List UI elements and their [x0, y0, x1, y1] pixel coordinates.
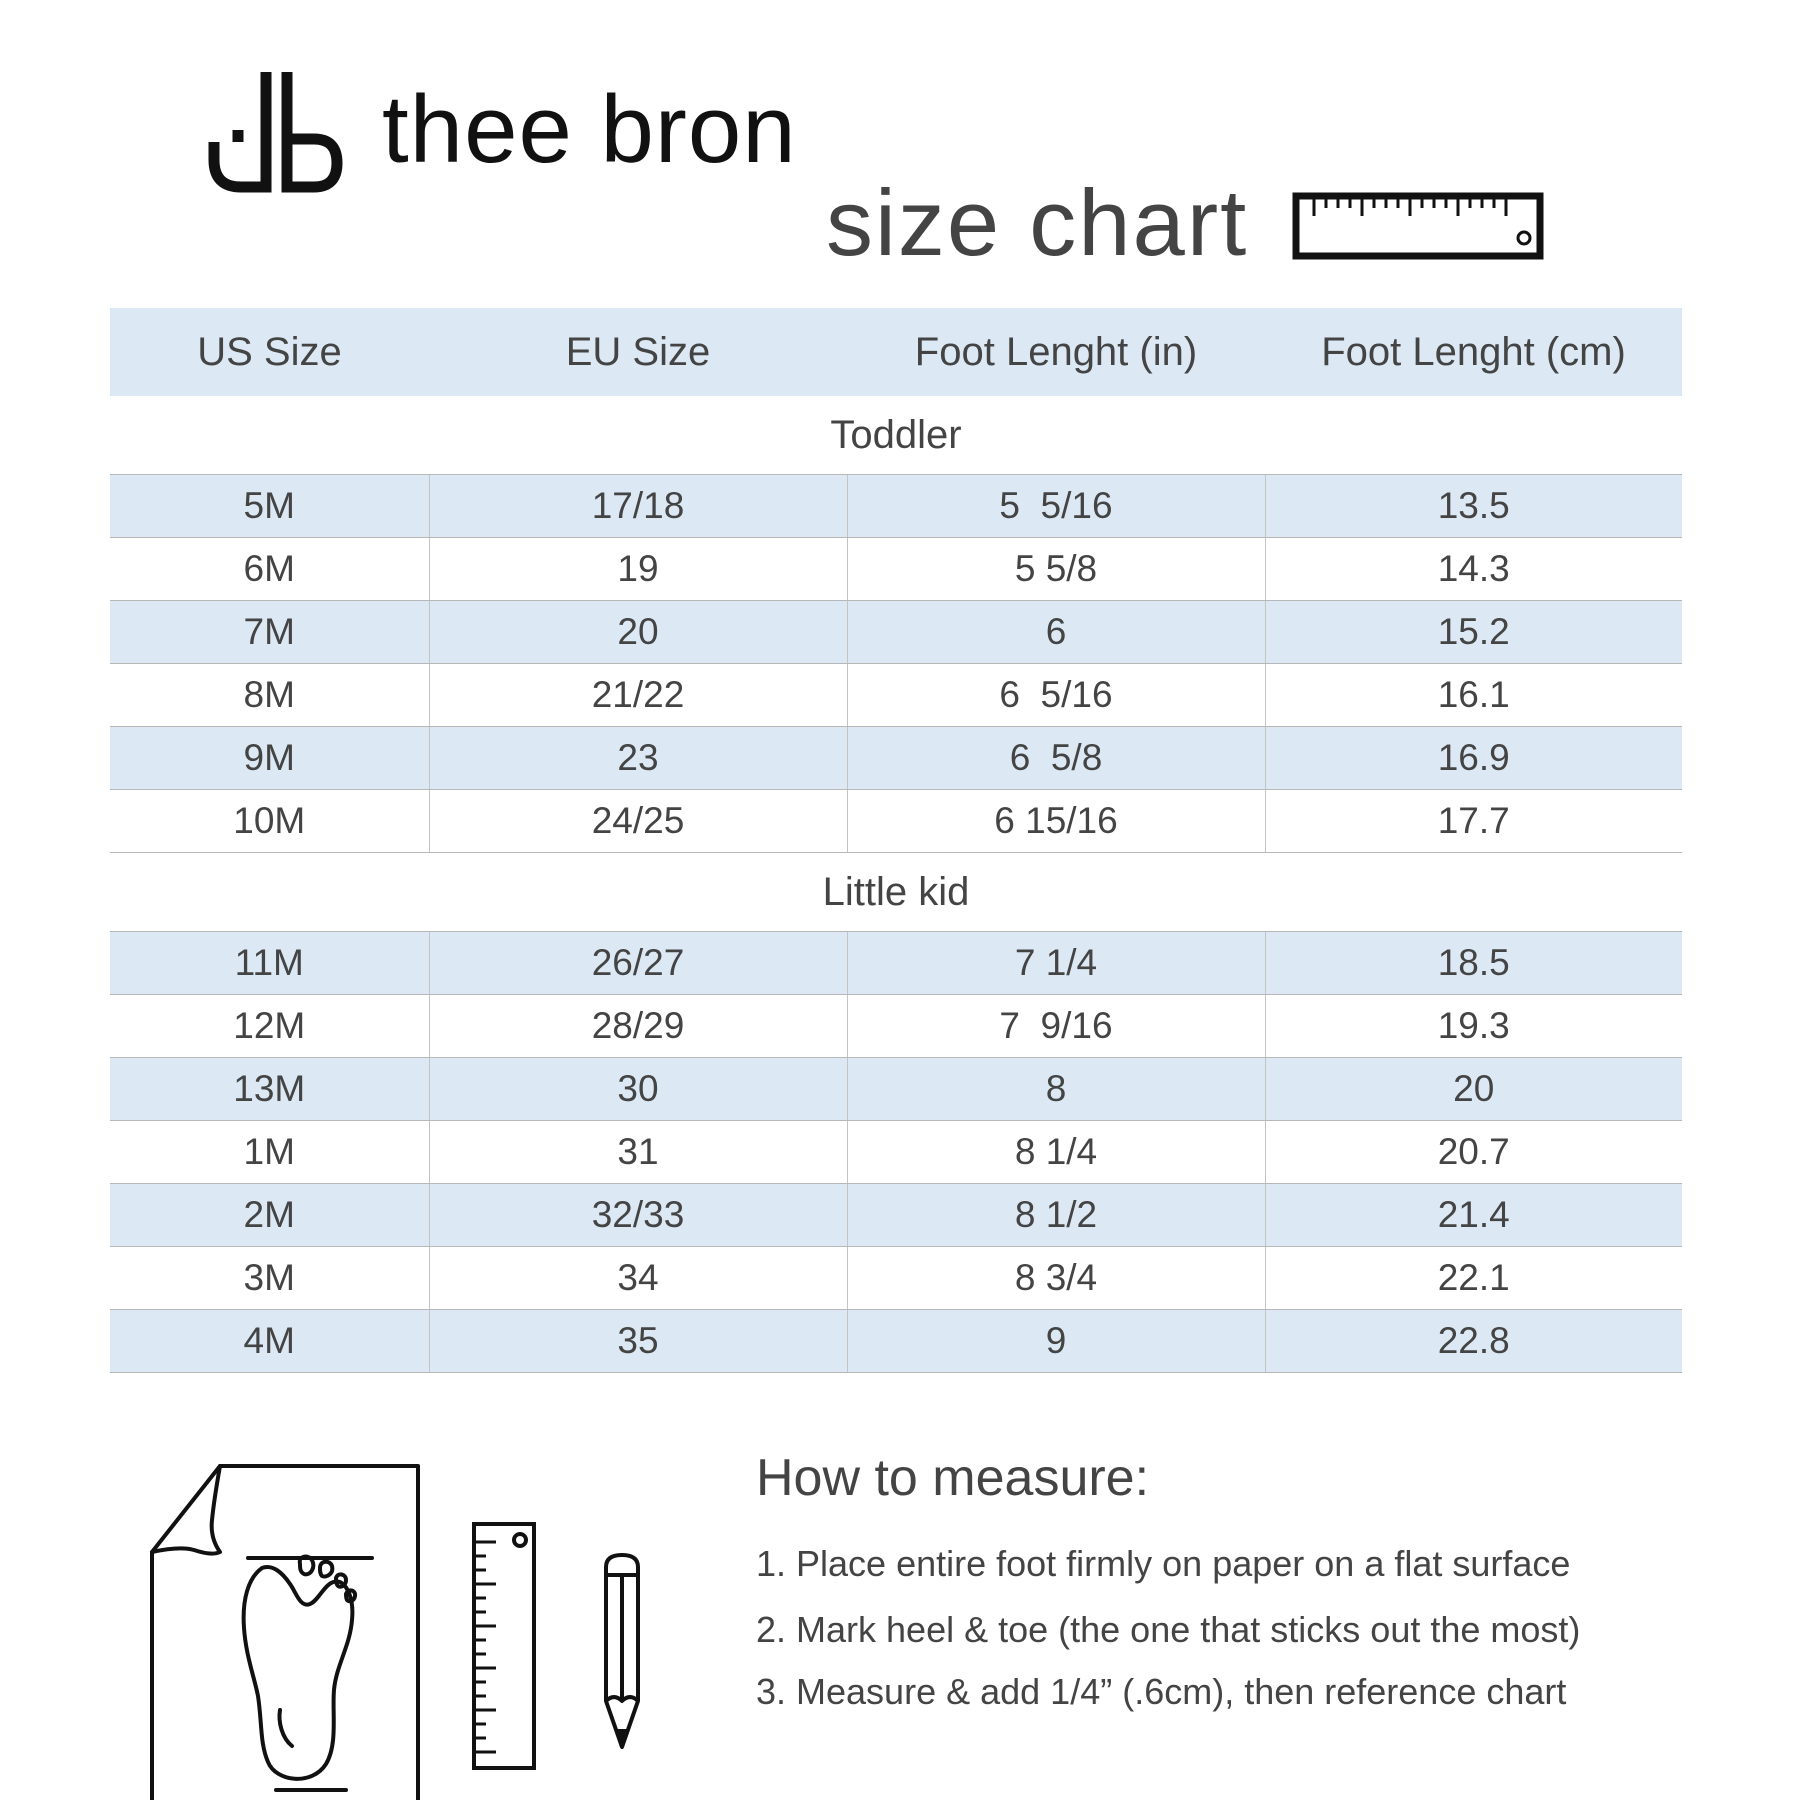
brand-logo-icon — [208, 72, 343, 197]
cell-foot-length-in: 6 5/16 — [847, 664, 1265, 727]
cell-foot-length-in: 8 1/4 — [847, 1121, 1265, 1184]
cell-foot-length-cm: 18.5 — [1265, 932, 1682, 995]
header-us-size: US Size — [110, 308, 429, 396]
cell-us-size: 9M — [110, 727, 429, 790]
cell-us-size: 11M — [110, 932, 429, 995]
cell-foot-length-in: 6 — [847, 601, 1265, 664]
cell-eu-size: 28/29 — [429, 995, 847, 1058]
cell-foot-length-in: 5 5/16 — [847, 475, 1265, 538]
cell-foot-length-cm: 15.2 — [1265, 601, 1682, 664]
cell-eu-size: 23 — [429, 727, 847, 790]
table-header — [110, 308, 1682, 396]
brand-name: thee bron — [382, 76, 797, 183]
cell-foot-length-cm: 13.5 — [1265, 475, 1682, 538]
cell-us-size: 5M — [110, 475, 429, 538]
size-table — [110, 308, 1682, 1373]
paper-foot-icon — [150, 1460, 430, 1800]
cell-us-size: 3M — [110, 1247, 429, 1310]
cell-us-size: 4M — [110, 1310, 429, 1373]
measure-step: 1. Place entire foot firmly on paper on a flat surface — [756, 1543, 1571, 1584]
table-row — [110, 790, 1682, 853]
cell-foot-length-in: 9 — [847, 1310, 1265, 1373]
ruler-illustration-icon — [472, 1522, 538, 1772]
cell-eu-size: 24/25 — [429, 790, 847, 853]
cell-us-size: 1M — [110, 1121, 429, 1184]
cell-foot-length-cm: 21.4 — [1265, 1184, 1682, 1247]
table-row — [110, 727, 1682, 790]
section-label: Little kid — [110, 853, 1682, 932]
table-row — [110, 475, 1682, 538]
cell-us-size: 10M — [110, 790, 429, 853]
cell-foot-length-in: 8 1/2 — [847, 1184, 1265, 1247]
table-row — [110, 1184, 1682, 1247]
cell-eu-size: 31 — [429, 1121, 847, 1184]
header-foot-length-in: Foot Lenght (in) — [847, 308, 1265, 396]
how-to-measure-heading: How to measure: — [756, 1449, 1150, 1507]
ruler-icon — [1292, 192, 1544, 260]
section-row — [110, 853, 1682, 932]
measure-step: 2. Mark heel & toe (the one that sticks out the most) — [756, 1609, 1581, 1650]
cell-eu-size: 32/33 — [429, 1184, 847, 1247]
cell-foot-length-cm: 20.7 — [1265, 1121, 1682, 1184]
table-row — [110, 664, 1682, 727]
header-foot-length-cm: Foot Lenght (cm) — [1265, 308, 1682, 396]
cell-eu-size: 19 — [429, 538, 847, 601]
cell-foot-length-in: 6 5/8 — [847, 727, 1265, 790]
cell-foot-length-in: 8 3/4 — [847, 1247, 1265, 1310]
cell-us-size: 2M — [110, 1184, 429, 1247]
table-row — [110, 538, 1682, 601]
pencil-icon — [602, 1553, 642, 1749]
cell-foot-length-cm: 22.1 — [1265, 1247, 1682, 1310]
cell-eu-size: 26/27 — [429, 932, 847, 995]
cell-eu-size: 35 — [429, 1310, 847, 1373]
cell-eu-size: 20 — [429, 601, 847, 664]
cell-foot-length-cm: 19.3 — [1265, 995, 1682, 1058]
cell-foot-length-cm: 16.1 — [1265, 664, 1682, 727]
cell-eu-size: 21/22 — [429, 664, 847, 727]
page-title: size chart — [826, 170, 1249, 275]
measure-steps-list — [756, 1544, 1580, 1738]
cell-foot-length-in: 8 — [847, 1058, 1265, 1121]
cell-us-size: 13M — [110, 1058, 429, 1121]
measure-step: 3. Measure & add 1/4” (.6cm), then reference chart — [756, 1671, 1567, 1712]
table-row — [110, 601, 1682, 664]
cell-eu-size: 17/18 — [429, 475, 847, 538]
section-row — [110, 396, 1682, 475]
cell-foot-length-in: 6 15/16 — [847, 790, 1265, 853]
cell-eu-size: 34 — [429, 1247, 847, 1310]
table-body — [110, 396, 1682, 1373]
cell-foot-length-cm: 22.8 — [1265, 1310, 1682, 1373]
table-row — [110, 1247, 1682, 1310]
cell-foot-length-cm: 17.7 — [1265, 790, 1682, 853]
cell-foot-length-in: 5 5/8 — [847, 538, 1265, 601]
table-row — [110, 1121, 1682, 1184]
cell-us-size: 8M — [110, 664, 429, 727]
table-row — [110, 1058, 1682, 1121]
table-row — [110, 995, 1682, 1058]
header-eu-size: EU Size — [429, 308, 847, 396]
table-row — [110, 932, 1682, 995]
cell-foot-length-cm: 14.3 — [1265, 538, 1682, 601]
cell-us-size: 7M — [110, 601, 429, 664]
cell-eu-size: 30 — [429, 1058, 847, 1121]
cell-us-size: 12M — [110, 995, 429, 1058]
cell-foot-length-cm: 20 — [1265, 1058, 1682, 1121]
section-label: Toddler — [110, 396, 1682, 475]
cell-us-size: 6M — [110, 538, 429, 601]
cell-foot-length-in: 7 1/4 — [847, 932, 1265, 995]
cell-foot-length-in: 7 9/16 — [847, 995, 1265, 1058]
cell-foot-length-cm: 16.9 — [1265, 727, 1682, 790]
table-row — [110, 1310, 1682, 1373]
